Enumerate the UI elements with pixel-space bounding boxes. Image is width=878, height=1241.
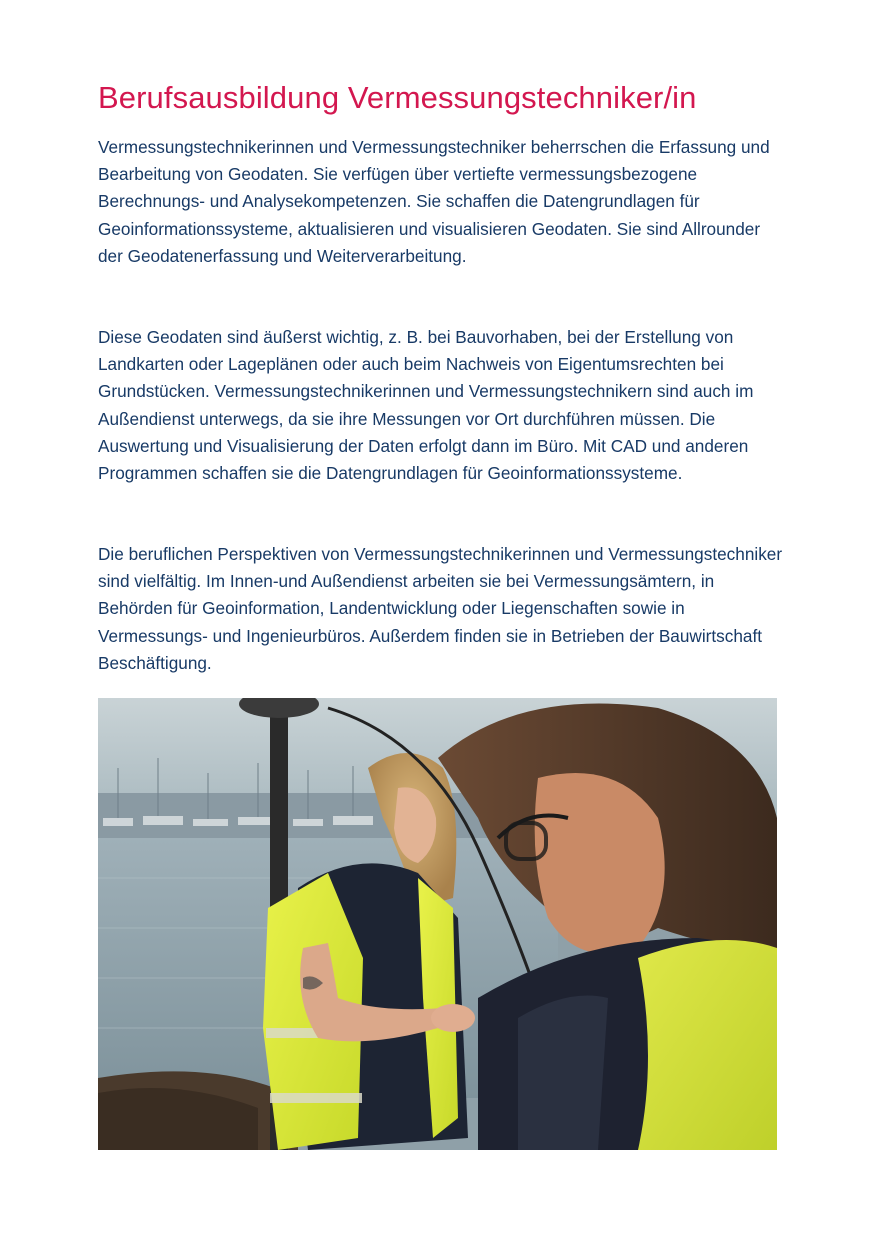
surveying-photo [98,698,777,1150]
page-title: Berufsausbildung Vermessungstechniker/in [98,80,697,115]
paragraph-perspectives: Die beruflichen Perspektiven von Vermessungstechnikerinnen und Vermessungstechniker sind vielfältig. Im Innen-und Außendienst arbeiten sie bei Vermessungsämtern, in Behörden für Geoinformation, Landentwicklung oder Liegenschaften sowie in Vermessungs- und Ingenieurbüros. Außerdem finden sie in Betrieben der Bauwirtschaft Beschäftigung. [98,544,783,673]
paragraph-intro: Vermessungstechnikerinnen und Vermessungstechniker beherrschen die Erfassung und Bearbeitung von Geodaten. Sie verfügen über vertiefte vermessungsbezogene Berechnungs- und Analysekompetenzen. Sie schaffen die Datengrundlagen für Geoinformationssysteme, aktualisieren und visualisieren Geodaten. Sie sind Allrounder der Geodatenerfassung und Weiterverarbeitung. [98,137,770,266]
paragraph-geodata: Diese Geodaten sind äußerst wichtig, z. B. bei Bauvorhaben, bei der Erstellung von Landkarten oder Lageplänen oder auch beim Nachweis von Eigentumsrechten bei Grundstücken. Vermessungstechnikerinnen und Vermessungstechnikern sind auch im Außendienst unterwegs, da sie ihre Messungen vor Ort durchführen müssen. Die Auswertung und Visualisierung der Daten erfolgt dann im Büro. Mit CAD und anderen Programmen schaffen sie die Datengrundlagen für Geoinformationssysteme. [98,327,754,484]
